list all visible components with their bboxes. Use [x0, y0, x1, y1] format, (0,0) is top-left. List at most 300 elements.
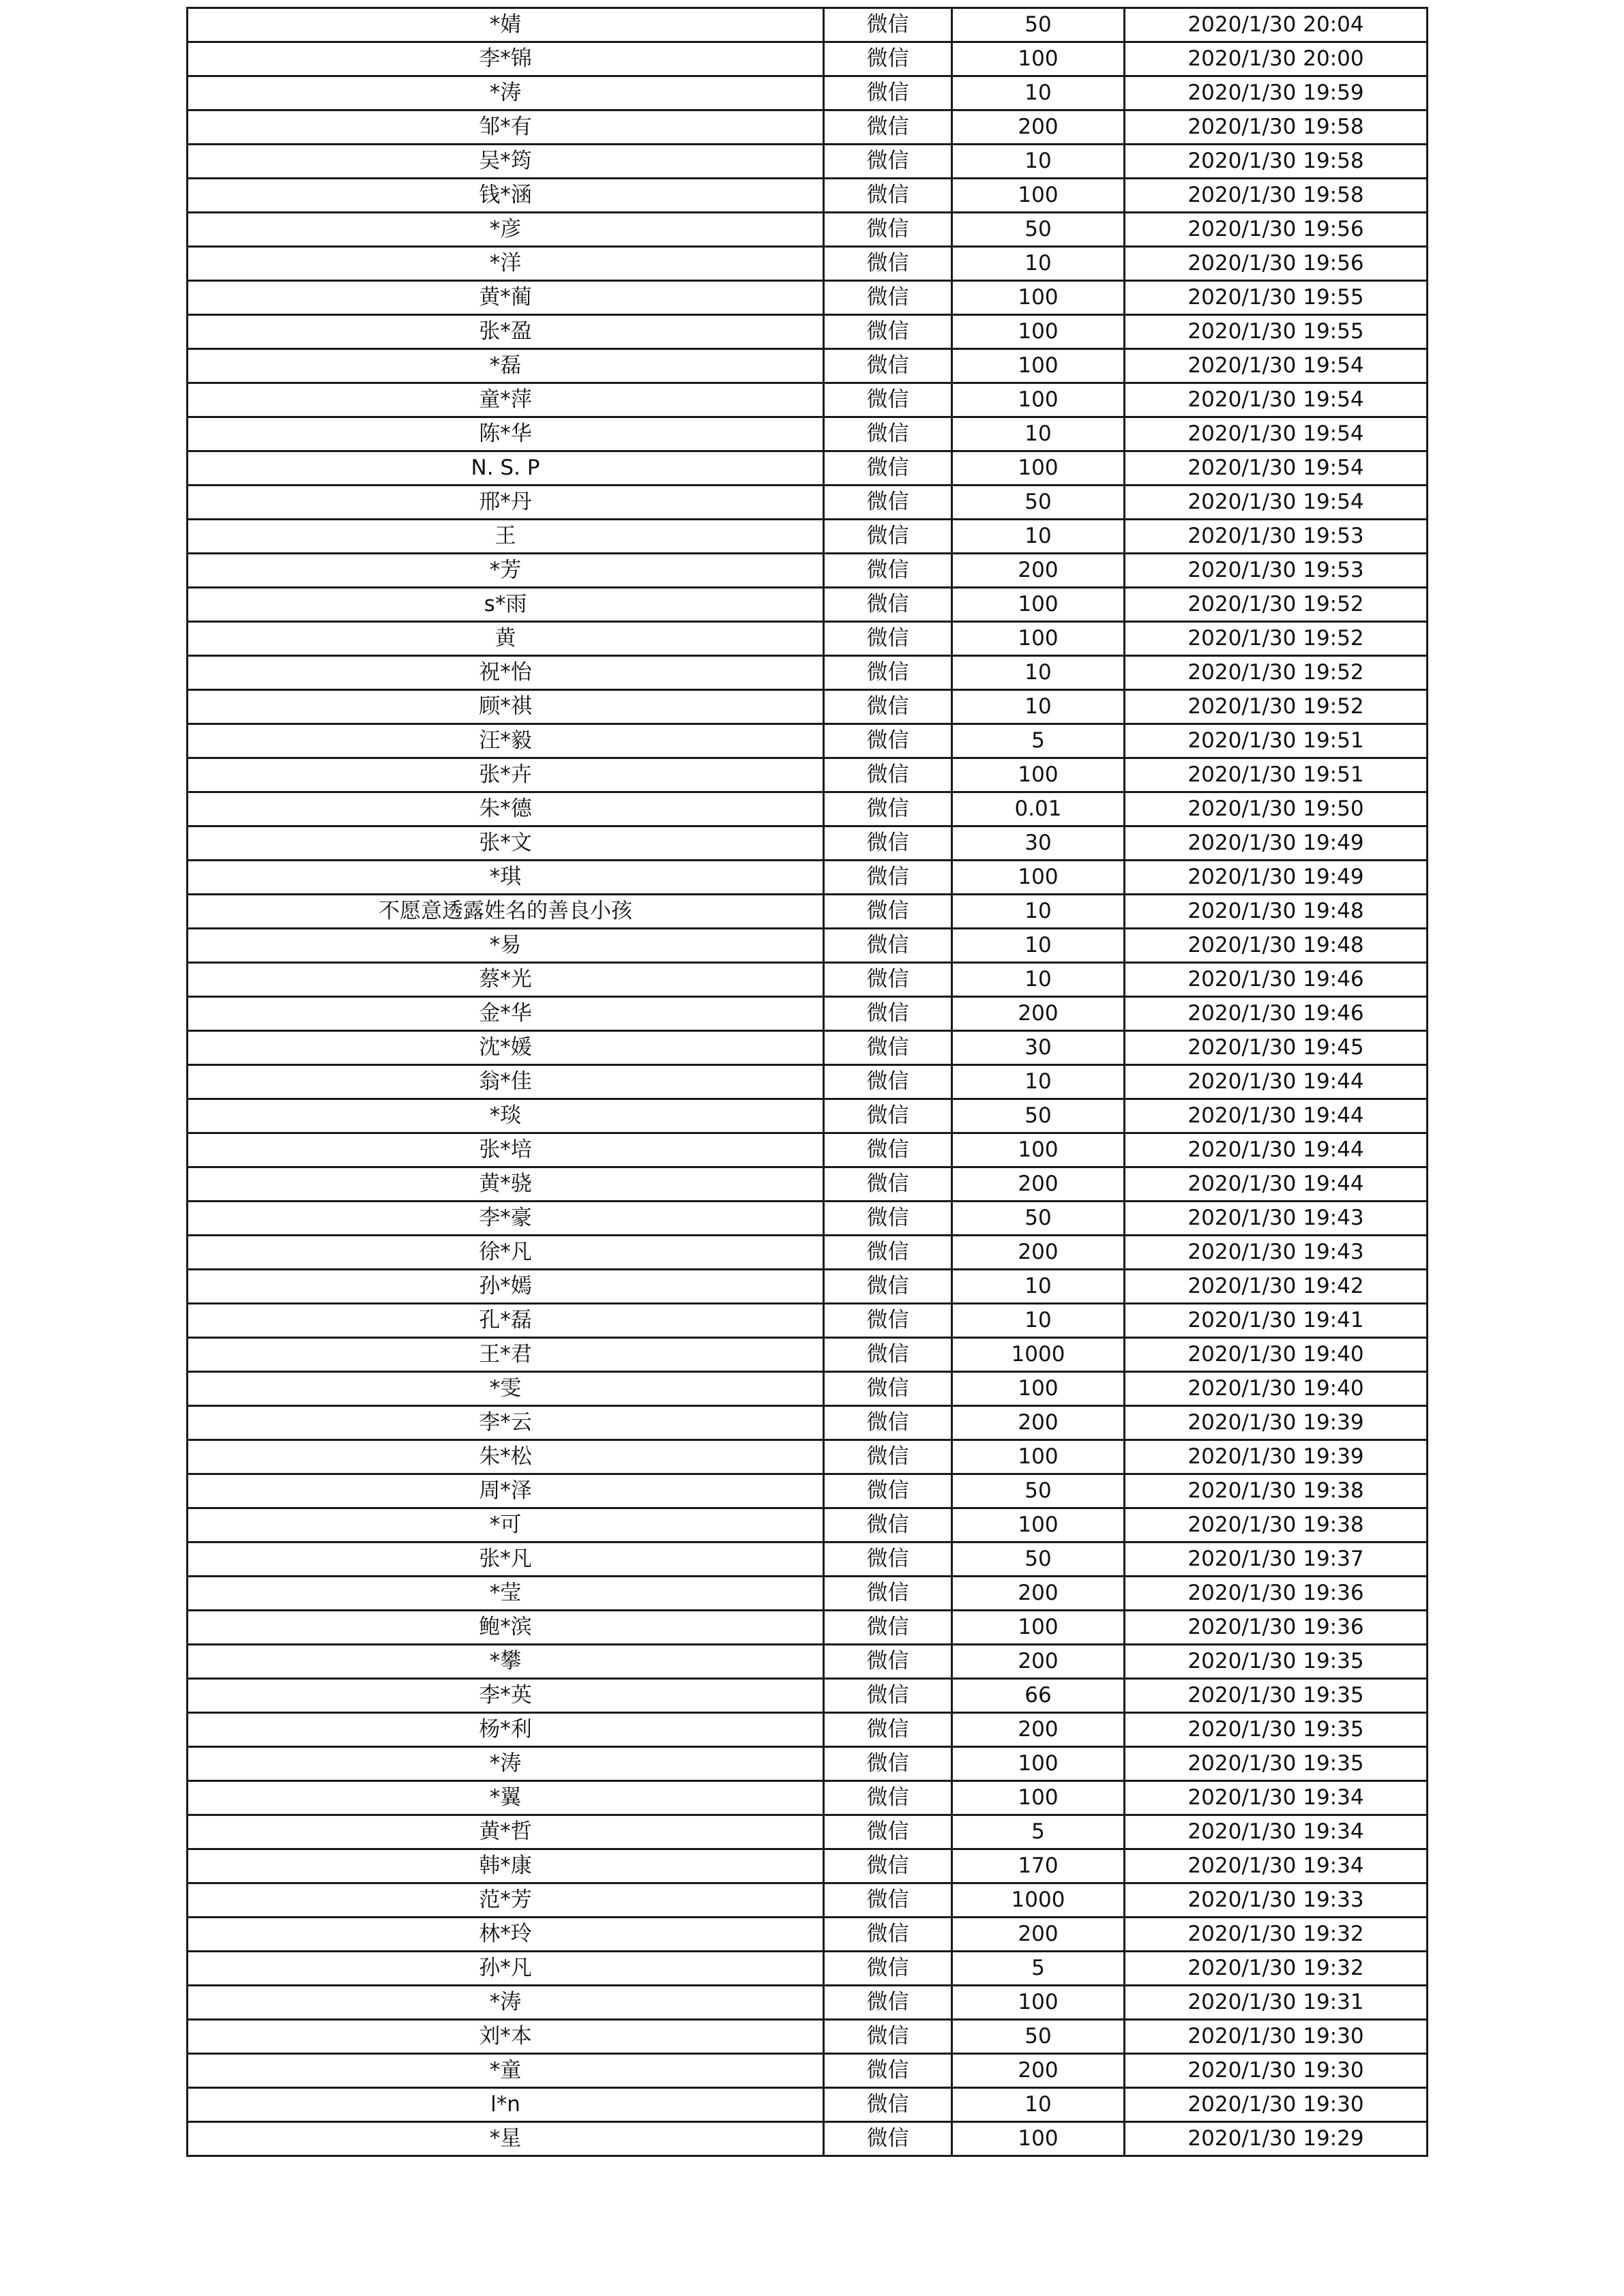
amount-cell: 200: [952, 1406, 1125, 1440]
donation-time-cell: 2020/1/30 19:48: [1125, 895, 1428, 929]
table-row: [188, 997, 1428, 1031]
amount-cell: 200: [952, 110, 1125, 145]
amount-cell: 5: [952, 1815, 1125, 1849]
table-row: [188, 895, 1428, 929]
donation-time-cell: 2020/1/30 19:35: [1125, 1679, 1428, 1713]
amount-cell: 50: [952, 213, 1125, 247]
donation-time-cell: 2020/1/30 19:54: [1125, 349, 1428, 383]
donation-time-cell: 2020/1/30 19:32: [1125, 1952, 1428, 1986]
payment-method-cell: 微信: [824, 1167, 952, 1202]
donation-time-cell: 2020/1/30 19:56: [1125, 213, 1428, 247]
donation-time-cell: 2020/1/30 20:00: [1125, 42, 1428, 76]
payment-method-cell: 微信: [824, 383, 952, 417]
amount-cell: 10: [952, 895, 1125, 929]
donor-name-cell: 范*芳: [188, 1883, 824, 1918]
table-row: [188, 1133, 1428, 1167]
table-row: [188, 2122, 1428, 2156]
donation-time-cell: 2020/1/30 19:55: [1125, 315, 1428, 349]
donation-time-cell: 2020/1/30 19:44: [1125, 1099, 1428, 1133]
donation-time-cell: 2020/1/30 19:39: [1125, 1406, 1428, 1440]
table-row: [188, 1883, 1428, 1918]
amount-cell: 100: [952, 622, 1125, 656]
amount-cell: 200: [952, 1713, 1125, 1747]
donor-name-cell: 金*华: [188, 997, 824, 1031]
donor-name-cell: 孙*凡: [188, 1952, 824, 1986]
donation-time-cell: 2020/1/30 19:56: [1125, 247, 1428, 281]
payment-method-cell: 微信: [824, 997, 952, 1031]
donor-name-cell: *攀: [188, 1645, 824, 1679]
donor-name-cell: 张*卉: [188, 758, 824, 792]
donation-time-cell: 2020/1/30 19:38: [1125, 1474, 1428, 1508]
payment-method-cell: 微信: [824, 1372, 952, 1406]
donor-name-cell: 张*培: [188, 1133, 824, 1167]
table-row: [188, 76, 1428, 110]
amount-cell: 10: [952, 145, 1125, 179]
donor-name-cell: 王: [188, 520, 824, 554]
table-row: [188, 724, 1428, 758]
amount-cell: 100: [952, 179, 1125, 213]
table-row: [188, 417, 1428, 451]
amount-cell: 66: [952, 1679, 1125, 1713]
donor-name-cell: s*雨: [188, 588, 824, 622]
payment-method-cell: 微信: [824, 588, 952, 622]
amount-cell: 10: [952, 2088, 1125, 2122]
donation-time-cell: 2020/1/30 19:49: [1125, 826, 1428, 861]
donor-name-cell: 沈*媛: [188, 1031, 824, 1065]
payment-method-cell: 微信: [824, 1918, 952, 1952]
payment-method-cell: 微信: [824, 417, 952, 451]
donor-name-cell: 李*云: [188, 1406, 824, 1440]
donation-time-cell: 2020/1/30 19:30: [1125, 2088, 1428, 2122]
donor-name-cell: N. S. P: [188, 451, 824, 486]
donor-name-cell: 邹*有: [188, 110, 824, 145]
payment-method-cell: 微信: [824, 110, 952, 145]
amount-cell: 50: [952, 1474, 1125, 1508]
donor-name-cell: *涛: [188, 76, 824, 110]
amount-cell: 100: [952, 861, 1125, 895]
table-row: [188, 1952, 1428, 1986]
amount-cell: 50: [952, 1099, 1125, 1133]
donation-time-cell: 2020/1/30 19:30: [1125, 2020, 1428, 2054]
donor-name-cell: 张*文: [188, 826, 824, 861]
table-row: [188, 1031, 1428, 1065]
donation-time-cell: 2020/1/30 19:55: [1125, 281, 1428, 315]
donor-name-cell: *磊: [188, 349, 824, 383]
payment-method-cell: 微信: [824, 963, 952, 997]
donation-time-cell: 2020/1/30 19:40: [1125, 1338, 1428, 1372]
donor-name-cell: *可: [188, 1508, 824, 1542]
donation-time-cell: 2020/1/30 19:53: [1125, 554, 1428, 588]
donation-time-cell: 2020/1/30 19:40: [1125, 1372, 1428, 1406]
amount-cell: 50: [952, 2020, 1125, 2054]
donor-name-cell: 蔡*光: [188, 963, 824, 997]
amount-cell: 100: [952, 1372, 1125, 1406]
amount-cell: 200: [952, 1645, 1125, 1679]
table-row: [188, 1815, 1428, 1849]
donation-time-cell: 2020/1/30 19:52: [1125, 588, 1428, 622]
donation-time-cell: 2020/1/30 19:54: [1125, 451, 1428, 486]
table-row: [188, 588, 1428, 622]
table-row: [188, 1577, 1428, 1611]
amount-cell: 10: [952, 1304, 1125, 1338]
payment-method-cell: 微信: [824, 1270, 952, 1304]
payment-method-cell: 微信: [824, 1781, 952, 1815]
payment-method-cell: 微信: [824, 554, 952, 588]
donation-time-cell: 2020/1/30 19:30: [1125, 2054, 1428, 2088]
donor-name-cell: 钱*涵: [188, 179, 824, 213]
amount-cell: 10: [952, 76, 1125, 110]
amount-cell: 50: [952, 1202, 1125, 1236]
table-row: [188, 1611, 1428, 1645]
table-row: [188, 656, 1428, 690]
donor-name-cell: 翁*佳: [188, 1065, 824, 1099]
donor-name-cell: 徐*凡: [188, 1236, 824, 1270]
table-row: [188, 315, 1428, 349]
donation-time-cell: 2020/1/30 19:51: [1125, 758, 1428, 792]
table-row: [188, 2088, 1428, 2122]
payment-method-cell: 微信: [824, 1133, 952, 1167]
donation-table: [186, 7, 1428, 2157]
donation-time-cell: 2020/1/30 19:37: [1125, 1542, 1428, 1577]
amount-cell: 100: [952, 349, 1125, 383]
donation-time-cell: 2020/1/30 19:46: [1125, 997, 1428, 1031]
table-row: [188, 145, 1428, 179]
payment-method-cell: 微信: [824, 929, 952, 963]
donation-table-body: [188, 8, 1428, 2156]
payment-method-cell: 微信: [824, 1099, 952, 1133]
donor-name-cell: 林*玲: [188, 1918, 824, 1952]
donor-name-cell: *易: [188, 929, 824, 963]
table-row: [188, 2054, 1428, 2088]
payment-method-cell: 微信: [824, 1542, 952, 1577]
payment-method-cell: 微信: [824, 2088, 952, 2122]
donation-time-cell: 2020/1/30 19:52: [1125, 690, 1428, 724]
donor-name-cell: *琪: [188, 861, 824, 895]
amount-cell: 200: [952, 2054, 1125, 2088]
donation-time-cell: 2020/1/30 19:54: [1125, 417, 1428, 451]
payment-method-cell: 微信: [824, 724, 952, 758]
donation-time-cell: 2020/1/30 19:46: [1125, 963, 1428, 997]
payment-method-cell: 微信: [824, 826, 952, 861]
amount-cell: 100: [952, 2122, 1125, 2156]
table-row: [188, 861, 1428, 895]
donation-time-cell: 2020/1/30 19:35: [1125, 1747, 1428, 1781]
donor-name-cell: 朱*德: [188, 792, 824, 826]
table-row: [188, 1645, 1428, 1679]
table-row: [188, 1542, 1428, 1577]
payment-method-cell: 微信: [824, 1236, 952, 1270]
table-row: [188, 1099, 1428, 1133]
donor-name-cell: *星: [188, 2122, 824, 2156]
table-row: [188, 1065, 1428, 1099]
table-row: [188, 213, 1428, 247]
amount-cell: 100: [952, 1440, 1125, 1474]
table-row: [188, 1713, 1428, 1747]
payment-method-cell: 微信: [824, 1815, 952, 1849]
amount-cell: 100: [952, 383, 1125, 417]
amount-cell: 100: [952, 281, 1125, 315]
donation-time-cell: 2020/1/30 19:43: [1125, 1236, 1428, 1270]
amount-cell: 200: [952, 1918, 1125, 1952]
amount-cell: 100: [952, 1508, 1125, 1542]
payment-method-cell: 微信: [824, 1508, 952, 1542]
amount-cell: 200: [952, 1577, 1125, 1611]
donation-time-cell: 2020/1/30 19:59: [1125, 76, 1428, 110]
amount-cell: 50: [952, 1542, 1125, 1577]
amount-cell: 100: [952, 758, 1125, 792]
payment-method-cell: 微信: [824, 213, 952, 247]
donor-name-cell: 鲍*滨: [188, 1611, 824, 1645]
payment-method-cell: 微信: [824, 1338, 952, 1372]
donation-time-cell: 2020/1/30 19:51: [1125, 724, 1428, 758]
donor-name-cell: 祝*怡: [188, 656, 824, 690]
donation-time-cell: 2020/1/30 19:38: [1125, 1508, 1428, 1542]
table-row: [188, 622, 1428, 656]
donation-time-cell: 2020/1/30 19:31: [1125, 1986, 1428, 2020]
amount-cell: 200: [952, 997, 1125, 1031]
amount-cell: 10: [952, 417, 1125, 451]
amount-cell: 100: [952, 1133, 1125, 1167]
donor-name-cell: *童: [188, 2054, 824, 2088]
donor-name-cell: *莹: [188, 1577, 824, 1611]
amount-cell: 10: [952, 656, 1125, 690]
payment-method-cell: 微信: [824, 8, 952, 42]
donation-time-cell: 2020/1/30 19:53: [1125, 520, 1428, 554]
payment-method-cell: 微信: [824, 758, 952, 792]
amount-cell: 30: [952, 826, 1125, 861]
amount-cell: 1000: [952, 1883, 1125, 1918]
donation-time-cell: 2020/1/30 19:49: [1125, 861, 1428, 895]
donor-name-cell: 汪*毅: [188, 724, 824, 758]
payment-method-cell: 微信: [824, 520, 952, 554]
donation-time-cell: 2020/1/30 19:35: [1125, 1713, 1428, 1747]
table-row: [188, 1406, 1428, 1440]
donor-name-cell: 童*萍: [188, 383, 824, 417]
donor-name-cell: 黄*蔺: [188, 281, 824, 315]
table-row: [188, 42, 1428, 76]
amount-cell: 10: [952, 1270, 1125, 1304]
payment-method-cell: 微信: [824, 1986, 952, 2020]
table-row: [188, 1440, 1428, 1474]
table-row: [188, 690, 1428, 724]
payment-method-cell: 微信: [824, 1577, 952, 1611]
table-row: [188, 1747, 1428, 1781]
donor-name-cell: 黄*骁: [188, 1167, 824, 1202]
donor-name-cell: 周*泽: [188, 1474, 824, 1508]
donation-time-cell: 2020/1/30 19:29: [1125, 2122, 1428, 2156]
donor-name-cell: *雯: [188, 1372, 824, 1406]
payment-method-cell: 微信: [824, 1304, 952, 1338]
donor-name-cell: 吴*筠: [188, 145, 824, 179]
table-row: [188, 554, 1428, 588]
donor-name-cell: 邢*丹: [188, 486, 824, 520]
donor-name-cell: *涛: [188, 1986, 824, 2020]
donor-name-cell: 韩*康: [188, 1849, 824, 1883]
donation-time-cell: 2020/1/30 19:44: [1125, 1133, 1428, 1167]
payment-method-cell: 微信: [824, 1065, 952, 1099]
table-row: [188, 826, 1428, 861]
table-row: [188, 179, 1428, 213]
donation-time-cell: 2020/1/30 19:43: [1125, 1202, 1428, 1236]
table-row: [188, 758, 1428, 792]
table-row: [188, 1304, 1428, 1338]
donation-time-cell: 2020/1/30 19:32: [1125, 1918, 1428, 1952]
donation-time-cell: 2020/1/30 19:54: [1125, 486, 1428, 520]
payment-method-cell: 微信: [824, 1713, 952, 1747]
payment-method-cell: 微信: [824, 1474, 952, 1508]
table-row: [188, 383, 1428, 417]
payment-method-cell: 微信: [824, 690, 952, 724]
donor-name-cell: *婧: [188, 8, 824, 42]
payment-method-cell: 微信: [824, 861, 952, 895]
payment-method-cell: 微信: [824, 1883, 952, 1918]
payment-method-cell: 微信: [824, 281, 952, 315]
payment-method-cell: 微信: [824, 895, 952, 929]
amount-cell: 200: [952, 1236, 1125, 1270]
table-row: [188, 1338, 1428, 1372]
amount-cell: 10: [952, 963, 1125, 997]
amount-cell: 170: [952, 1849, 1125, 1883]
table-row: [188, 929, 1428, 963]
table-row: [188, 963, 1428, 997]
donor-name-cell: *涛: [188, 1747, 824, 1781]
payment-method-cell: 微信: [824, 1031, 952, 1065]
payment-method-cell: 微信: [824, 1440, 952, 1474]
donation-time-cell: 2020/1/30 19:36: [1125, 1611, 1428, 1645]
payment-method-cell: 微信: [824, 247, 952, 281]
donation-time-cell: 2020/1/30 19:41: [1125, 1304, 1428, 1338]
donor-name-cell: 黄: [188, 622, 824, 656]
amount-cell: 100: [952, 451, 1125, 486]
table-row: [188, 8, 1428, 42]
donor-name-cell: 李*锦: [188, 42, 824, 76]
payment-method-cell: 微信: [824, 1679, 952, 1713]
donor-name-cell: 王*君: [188, 1338, 824, 1372]
table-row: [188, 1270, 1428, 1304]
donation-time-cell: 2020/1/30 19:45: [1125, 1031, 1428, 1065]
payment-method-cell: 微信: [824, 1611, 952, 1645]
donation-time-cell: 2020/1/30 19:50: [1125, 792, 1428, 826]
amount-cell: 100: [952, 588, 1125, 622]
payment-method-cell: 微信: [824, 42, 952, 76]
table-row: [188, 1986, 1428, 2020]
donation-time-cell: 2020/1/30 19:42: [1125, 1270, 1428, 1304]
payment-method-cell: 微信: [824, 2020, 952, 2054]
amount-cell: 200: [952, 1167, 1125, 1202]
amount-cell: 50: [952, 486, 1125, 520]
donation-time-cell: 2020/1/30 19:52: [1125, 656, 1428, 690]
payment-method-cell: 微信: [824, 179, 952, 213]
amount-cell: 50: [952, 8, 1125, 42]
table-row: [188, 1781, 1428, 1815]
donation-time-cell: 2020/1/30 19:36: [1125, 1577, 1428, 1611]
amount-cell: 100: [952, 315, 1125, 349]
donor-name-cell: 朱*松: [188, 1440, 824, 1474]
donation-time-cell: 2020/1/30 19:58: [1125, 145, 1428, 179]
donor-name-cell: 不愿意透露姓名的善良小孩: [188, 895, 824, 929]
amount-cell: 1000: [952, 1338, 1125, 1372]
amount-cell: 100: [952, 1986, 1125, 2020]
amount-cell: 200: [952, 554, 1125, 588]
payment-method-cell: 微信: [824, 486, 952, 520]
donation-time-cell: 2020/1/30 19:35: [1125, 1645, 1428, 1679]
donor-name-cell: *翼: [188, 1781, 824, 1815]
donor-name-cell: 孔*磊: [188, 1304, 824, 1338]
table-row: [188, 486, 1428, 520]
table-row: [188, 1167, 1428, 1202]
table-row: [188, 1918, 1428, 1952]
donation-time-cell: 2020/1/30 19:44: [1125, 1167, 1428, 1202]
payment-method-cell: 微信: [824, 315, 952, 349]
donation-time-cell: 2020/1/30 19:44: [1125, 1065, 1428, 1099]
table-row: [188, 792, 1428, 826]
amount-cell: 100: [952, 1611, 1125, 1645]
payment-method-cell: 微信: [824, 349, 952, 383]
donor-name-cell: 张*凡: [188, 1542, 824, 1577]
payment-method-cell: 微信: [824, 2122, 952, 2156]
table-row: [188, 451, 1428, 486]
payment-method-cell: 微信: [824, 1202, 952, 1236]
donor-name-cell: 顾*祺: [188, 690, 824, 724]
donor-name-cell: 陈*华: [188, 417, 824, 451]
donor-name-cell: 李*豪: [188, 1202, 824, 1236]
payment-method-cell: 微信: [824, 76, 952, 110]
payment-method-cell: 微信: [824, 656, 952, 690]
payment-method-cell: 微信: [824, 792, 952, 826]
donation-time-cell: 2020/1/30 20:04: [1125, 8, 1428, 42]
donor-name-cell: 黄*哲: [188, 1815, 824, 1849]
donation-time-cell: 2020/1/30 19:48: [1125, 929, 1428, 963]
donor-name-cell: 孙*嫣: [188, 1270, 824, 1304]
table-row: [188, 1372, 1428, 1406]
amount-cell: 10: [952, 929, 1125, 963]
amount-cell: 10: [952, 247, 1125, 281]
amount-cell: 5: [952, 1952, 1125, 1986]
donation-time-cell: 2020/1/30 19:39: [1125, 1440, 1428, 1474]
amount-cell: 100: [952, 1747, 1125, 1781]
payment-method-cell: 微信: [824, 622, 952, 656]
table-row: [188, 281, 1428, 315]
table-row: [188, 1849, 1428, 1883]
table-row: [188, 520, 1428, 554]
donor-name-cell: *琰: [188, 1099, 824, 1133]
amount-cell: 100: [952, 1781, 1125, 1815]
donor-name-cell: l*n: [188, 2088, 824, 2122]
donor-name-cell: *洋: [188, 247, 824, 281]
payment-method-cell: 微信: [824, 1747, 952, 1781]
donor-name-cell: 杨*利: [188, 1713, 824, 1747]
table-row: [188, 1679, 1428, 1713]
payment-method-cell: 微信: [824, 2054, 952, 2088]
donation-time-cell: 2020/1/30 19:34: [1125, 1781, 1428, 1815]
table-row: [188, 1474, 1428, 1508]
payment-method-cell: 微信: [824, 145, 952, 179]
table-row: [188, 247, 1428, 281]
donor-name-cell: 张*盈: [188, 315, 824, 349]
table-row: [188, 110, 1428, 145]
donation-time-cell: 2020/1/30 19:34: [1125, 1849, 1428, 1883]
payment-method-cell: 微信: [824, 1645, 952, 1679]
table-row: [188, 1202, 1428, 1236]
donor-name-cell: 刘*本: [188, 2020, 824, 2054]
donor-name-cell: *彦: [188, 213, 824, 247]
donation-time-cell: 2020/1/30 19:58: [1125, 110, 1428, 145]
table-row: [188, 349, 1428, 383]
payment-method-cell: 微信: [824, 1406, 952, 1440]
amount-cell: 10: [952, 690, 1125, 724]
table-row: [188, 1236, 1428, 1270]
payment-method-cell: 微信: [824, 1952, 952, 1986]
